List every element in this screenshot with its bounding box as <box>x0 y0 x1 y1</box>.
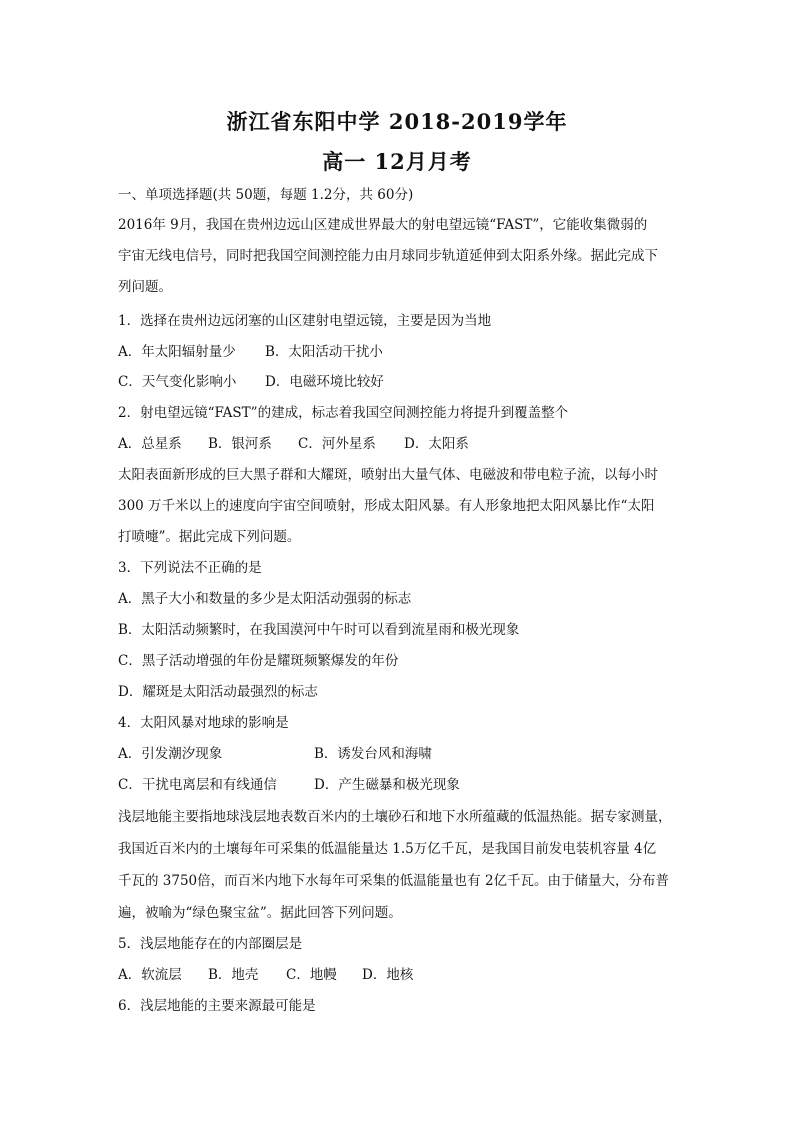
q2-option-c: C．河外星系 <box>298 436 376 452</box>
passage3-line: 我国近百米内的土壤每年可采集的低温能量达 1.5万亿千瓦，是我国目前发电装机容量 4亿 <box>118 841 657 857</box>
passage1-line: 2016年 9月，我国在贵州边远山区建成世界最大的射电望远镜“FAST”，它能收集微弱的 <box>118 217 648 233</box>
passage2-line: 打喷嚏”。据此完成下列问题。 <box>118 529 301 545</box>
q3-option-d: D．耀斑是太阳活动最强烈的标志 <box>118 684 318 700</box>
q2-stem: 2．射电望远镜“FAST”的建成，标志着我国空间测控能力将提升到覆盖整个 <box>118 405 569 421</box>
q4-option-a: A．引发潮汐现象 <box>118 746 223 762</box>
q1-stem: 1．选择在贵州边远闭塞的山区建射电望远镜，主要是因为当地 <box>118 313 492 329</box>
exam-title-school: 浙江省东阳中学 2018-2019学年 <box>226 109 568 134</box>
q6-stem: 6．浅层地能的主要来源最可能是 <box>118 998 316 1014</box>
passage3-line: 千瓦的 3750倍，而百米内地下水每年可采集的低温能量也有 2亿千瓦。由于储量大，分布普 <box>118 873 670 889</box>
passage1-line: 宇宙无线电信号，同时把我国空间测控能力由月球同步轨道延伸到太阳系外缘。据此完成下 <box>118 248 658 264</box>
q3-option-c: C．黑子活动增强的年份是耀斑频繁爆发的年份 <box>118 653 399 669</box>
q1-option-d: D．电磁环境比较好 <box>265 374 384 390</box>
q5-option-a: A．软流层 <box>118 967 182 983</box>
exam-title-grade: 高一 12月月考 <box>322 149 472 174</box>
q3-option-a: A．黑子大小和数量的多少是太阳活动强弱的标志 <box>118 591 412 607</box>
q5-option-b: B．地壳 <box>208 967 259 983</box>
passage3-line: 遍，被喻为“绿色聚宝盆”。据此回答下列问题。 <box>118 905 402 921</box>
passage2-line: 太阳表面新形成的巨大黑子群和大耀斑，喷射出大量气体、电磁波和带电粒子流，以每小时 <box>118 467 658 483</box>
q4-option-d: D．产生磁暴和极光现象 <box>314 777 460 793</box>
q2-option-d: D．太阳系 <box>404 436 469 452</box>
q1-option-b: B．太阳活动干扰小 <box>265 344 383 360</box>
q1-option-a: A．年太阳辐射量少 <box>118 344 236 360</box>
q4-option-c: C．干扰电离层和有线通信 <box>118 777 277 793</box>
passage2-line: 300 万千米以上的速度向宇宙空间喷射，形成太阳风暴。有人形象地把太阳风暴比作“太阳 <box>118 498 655 514</box>
q2-option-a: A．总星系 <box>118 436 182 452</box>
section-heading: 一、单项选择题(共 50题，每题 1.2分，共 60分) <box>118 187 414 203</box>
q5-option-d: D．地核 <box>362 967 414 983</box>
q5-stem: 5．浅层地能存在的内部圈层是 <box>118 936 303 952</box>
q4-stem: 4．太阳风暴对地球的影响是 <box>118 715 289 731</box>
passage1-line: 列问题。 <box>118 279 172 295</box>
q2-option-b: B．银河系 <box>208 436 272 452</box>
q4-option-b: B．诱发台风和海啸 <box>314 746 432 762</box>
q1-option-c: C．天气变化影响小 <box>118 374 237 390</box>
q5-option-c: C．地幔 <box>286 967 337 983</box>
q3-stem: 3．下列说法不正确的是 <box>118 560 262 576</box>
q3-option-b: B．太阳活动频繁时，在我国漠河中午时可以看到流星雨和极光现象 <box>118 622 520 638</box>
passage3-line: 浅层地能主要指地球浅层地表数百米内的土壤砂石和地下水所蕴藏的低温热能。据专家测量， <box>118 809 672 825</box>
